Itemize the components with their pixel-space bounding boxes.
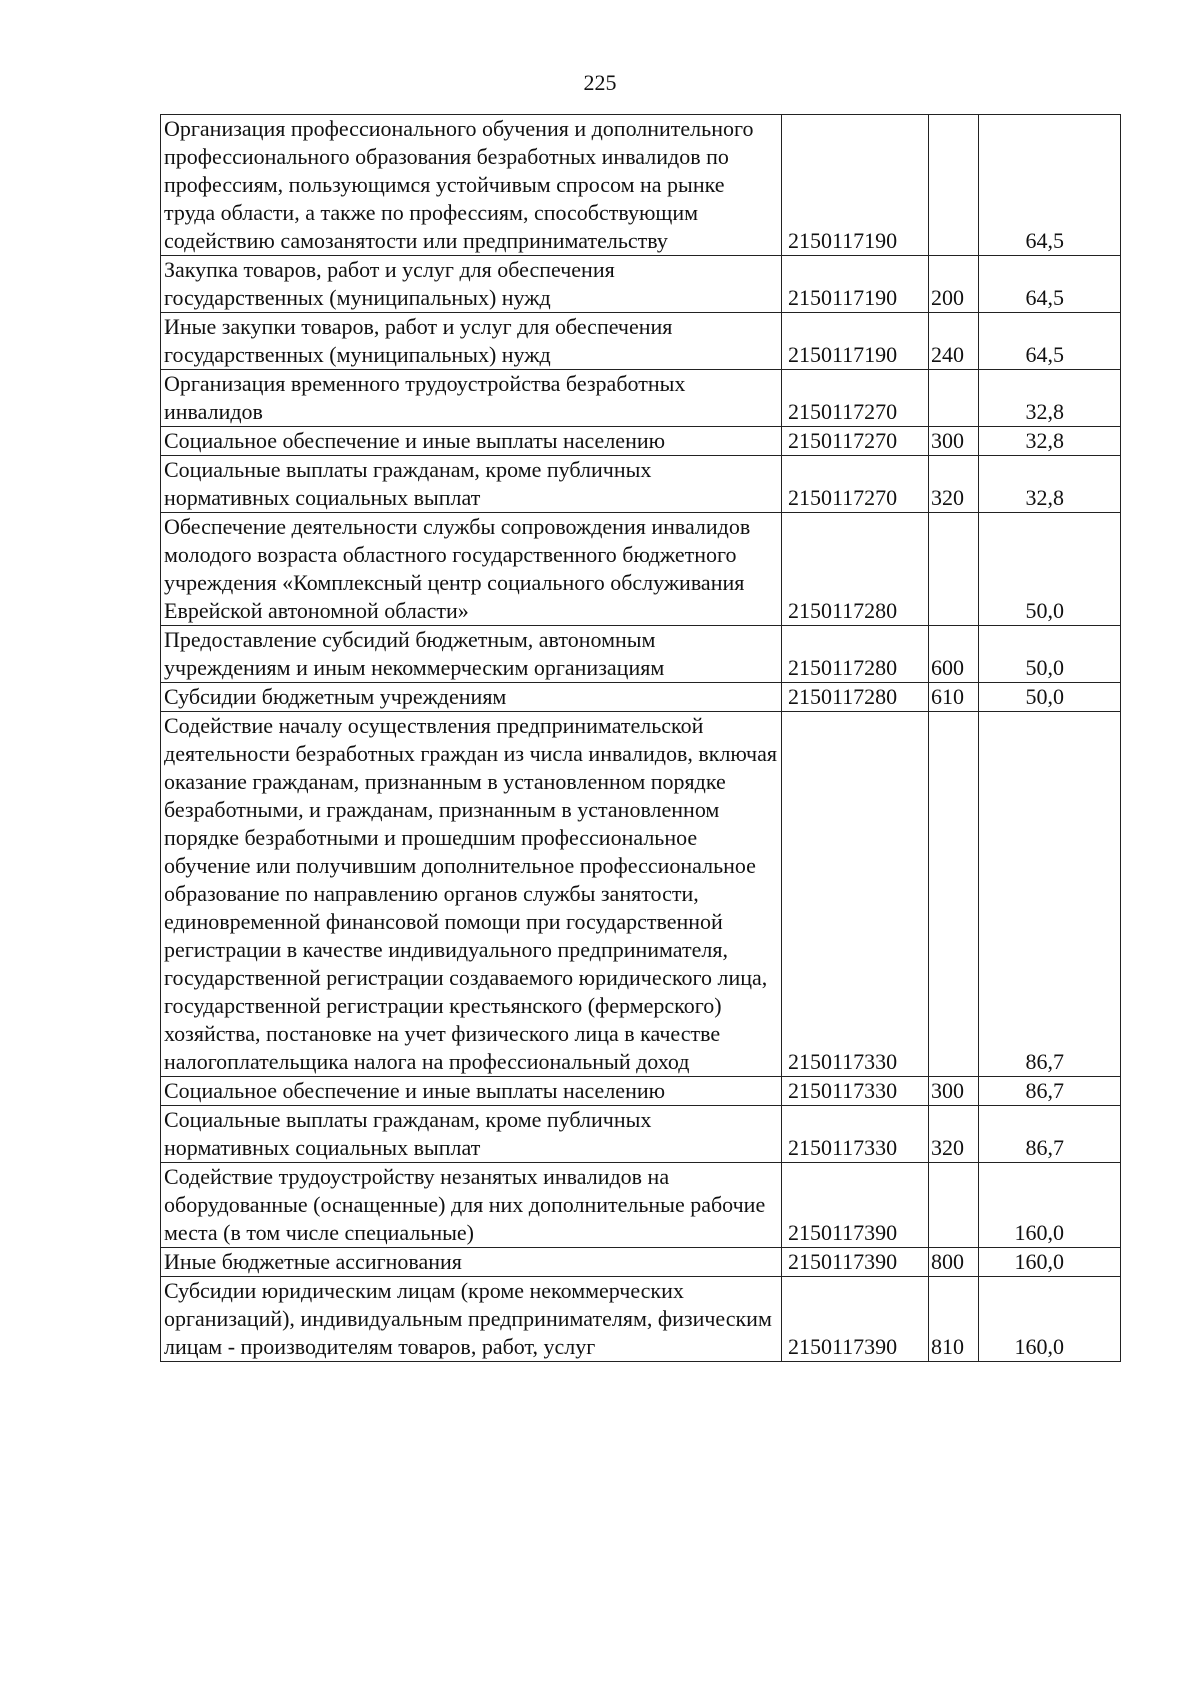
row-expense-type (929, 1163, 979, 1248)
row-name: Содействие началу осуществления предпринимательской деятельности безработных граждан из числа инвалидов, включая оказание гражданам, признанным в установленном порядке безработными, и гражданам, признанным в установленном порядке безработными и прошедшим профессиональное обучение или получившим дополнительное профессиональное образование по направлению органов службы занятости, единовременной финансовой помощи при государственной регистрации в качестве индивидуального предпринимателя, государственной регистрации создаваемого юридического лица, государственной регистрации крестьянского (фермерского) хозяйства, постановке на учет физического лица в качестве налогоплательщика налога на профессиональный доход (161, 712, 782, 1077)
row-amount: 86,7 (979, 1077, 1121, 1106)
row-amount: 50,0 (979, 513, 1121, 626)
row-name: Организация профессионального обучения и дополнительного профессионального образования безработных инвалидов по профессиям, пользующимся устойчивым спросом на рынке труда области, а также по профессиям, способствующим содействию самозанятости или предпринимательству (161, 115, 782, 256)
table-row (161, 427, 1121, 456)
table-row (161, 513, 1121, 626)
row-name: Социальные выплаты гражданам, кроме публичных нормативных социальных выплат (161, 1106, 782, 1163)
row-code: 2150117330 (782, 1077, 929, 1106)
table-row (161, 626, 1121, 683)
table-row (161, 1077, 1121, 1106)
row-amount: 160,0 (979, 1277, 1121, 1362)
row-expense-type (929, 513, 979, 626)
table-row (161, 256, 1121, 313)
table-row (161, 683, 1121, 712)
row-expense-type: 810 (929, 1277, 979, 1362)
row-name: Обеспечение деятельности службы сопровождения инвалидов молодого возраста областного государственного бюджетного учреждения «Комплексный центр социального обслуживания Еврейской автономной области» (161, 513, 782, 626)
row-name: Иные бюджетные ассигнования (161, 1248, 782, 1277)
row-code: 2150117190 (782, 313, 929, 370)
table-row (161, 456, 1121, 513)
table-row (161, 712, 1121, 1077)
row-expense-type (929, 115, 979, 256)
row-amount: 32,8 (979, 370, 1121, 427)
row-expense-type (929, 370, 979, 427)
row-code: 2150117190 (782, 256, 929, 313)
table-row (161, 1106, 1121, 1163)
row-name: Социальное обеспечение и иные выплаты населению (161, 427, 782, 456)
page-number: 225 (583, 70, 617, 95)
table-row (161, 115, 1121, 256)
row-code: 2150117280 (782, 626, 929, 683)
row-amount: 64,5 (979, 256, 1121, 313)
row-code: 2150117390 (782, 1163, 929, 1248)
row-code: 2150117190 (782, 115, 929, 256)
table-row (161, 370, 1121, 427)
row-expense-type: 300 (929, 427, 979, 456)
row-amount: 160,0 (979, 1163, 1121, 1248)
row-code: 2150117270 (782, 456, 929, 513)
row-name: Предоставление субсидий бюджетным, автономным учреждениям и иным некоммерческим организациям (161, 626, 782, 683)
row-expense-type: 200 (929, 256, 979, 313)
table-row (161, 1277, 1121, 1362)
row-amount: 86,7 (979, 1106, 1121, 1163)
row-name: Социальное обеспечение и иные выплаты населению (161, 1077, 782, 1106)
row-code: 2150117330 (782, 1106, 929, 1163)
row-name: Субсидии бюджетным учреждениям (161, 683, 782, 712)
row-name: Субсидии юридическим лицам (кроме некоммерческих организаций), индивидуальным предпринимателям, физическим лицам - производителям товаров, работ, услуг (161, 1277, 782, 1362)
row-amount: 64,5 (979, 313, 1121, 370)
budget-table (160, 114, 1121, 1362)
row-amount: 160,0 (979, 1248, 1121, 1277)
row-expense-type (929, 712, 979, 1077)
row-code: 2150117390 (782, 1248, 929, 1277)
row-code: 2150117270 (782, 427, 929, 456)
row-name: Иные закупки товаров, работ и услуг для обеспечения государственных (муниципальных) нужд (161, 313, 782, 370)
row-amount: 32,8 (979, 427, 1121, 456)
row-amount: 50,0 (979, 626, 1121, 683)
row-code: 2150117280 (782, 683, 929, 712)
row-name: Закупка товаров, работ и услуг для обеспечения государственных (муниципальных) нужд (161, 256, 782, 313)
row-expense-type: 320 (929, 1106, 979, 1163)
row-name: Содействие трудоустройству незанятых инвалидов на оборудованные (оснащенные) для них дополнительные рабочие места (в том числе специальные) (161, 1163, 782, 1248)
row-expense-type: 320 (929, 456, 979, 513)
row-expense-type: 240 (929, 313, 979, 370)
table-row (161, 1248, 1121, 1277)
row-name: Организация временного трудоустройства безработных инвалидов (161, 370, 782, 427)
row-expense-type: 610 (929, 683, 979, 712)
row-code: 2150117280 (782, 513, 929, 626)
row-amount: 64,5 (979, 115, 1121, 256)
table-row (161, 1163, 1121, 1248)
row-code: 2150117390 (782, 1277, 929, 1362)
table-row (161, 313, 1121, 370)
row-amount: 86,7 (979, 712, 1121, 1077)
row-expense-type: 300 (929, 1077, 979, 1106)
row-code: 2150117330 (782, 712, 929, 1077)
row-expense-type: 800 (929, 1248, 979, 1277)
row-amount: 32,8 (979, 456, 1121, 513)
row-code: 2150117270 (782, 370, 929, 427)
row-name: Социальные выплаты гражданам, кроме публичных нормативных социальных выплат (161, 456, 782, 513)
row-expense-type: 600 (929, 626, 979, 683)
row-amount: 50,0 (979, 683, 1121, 712)
